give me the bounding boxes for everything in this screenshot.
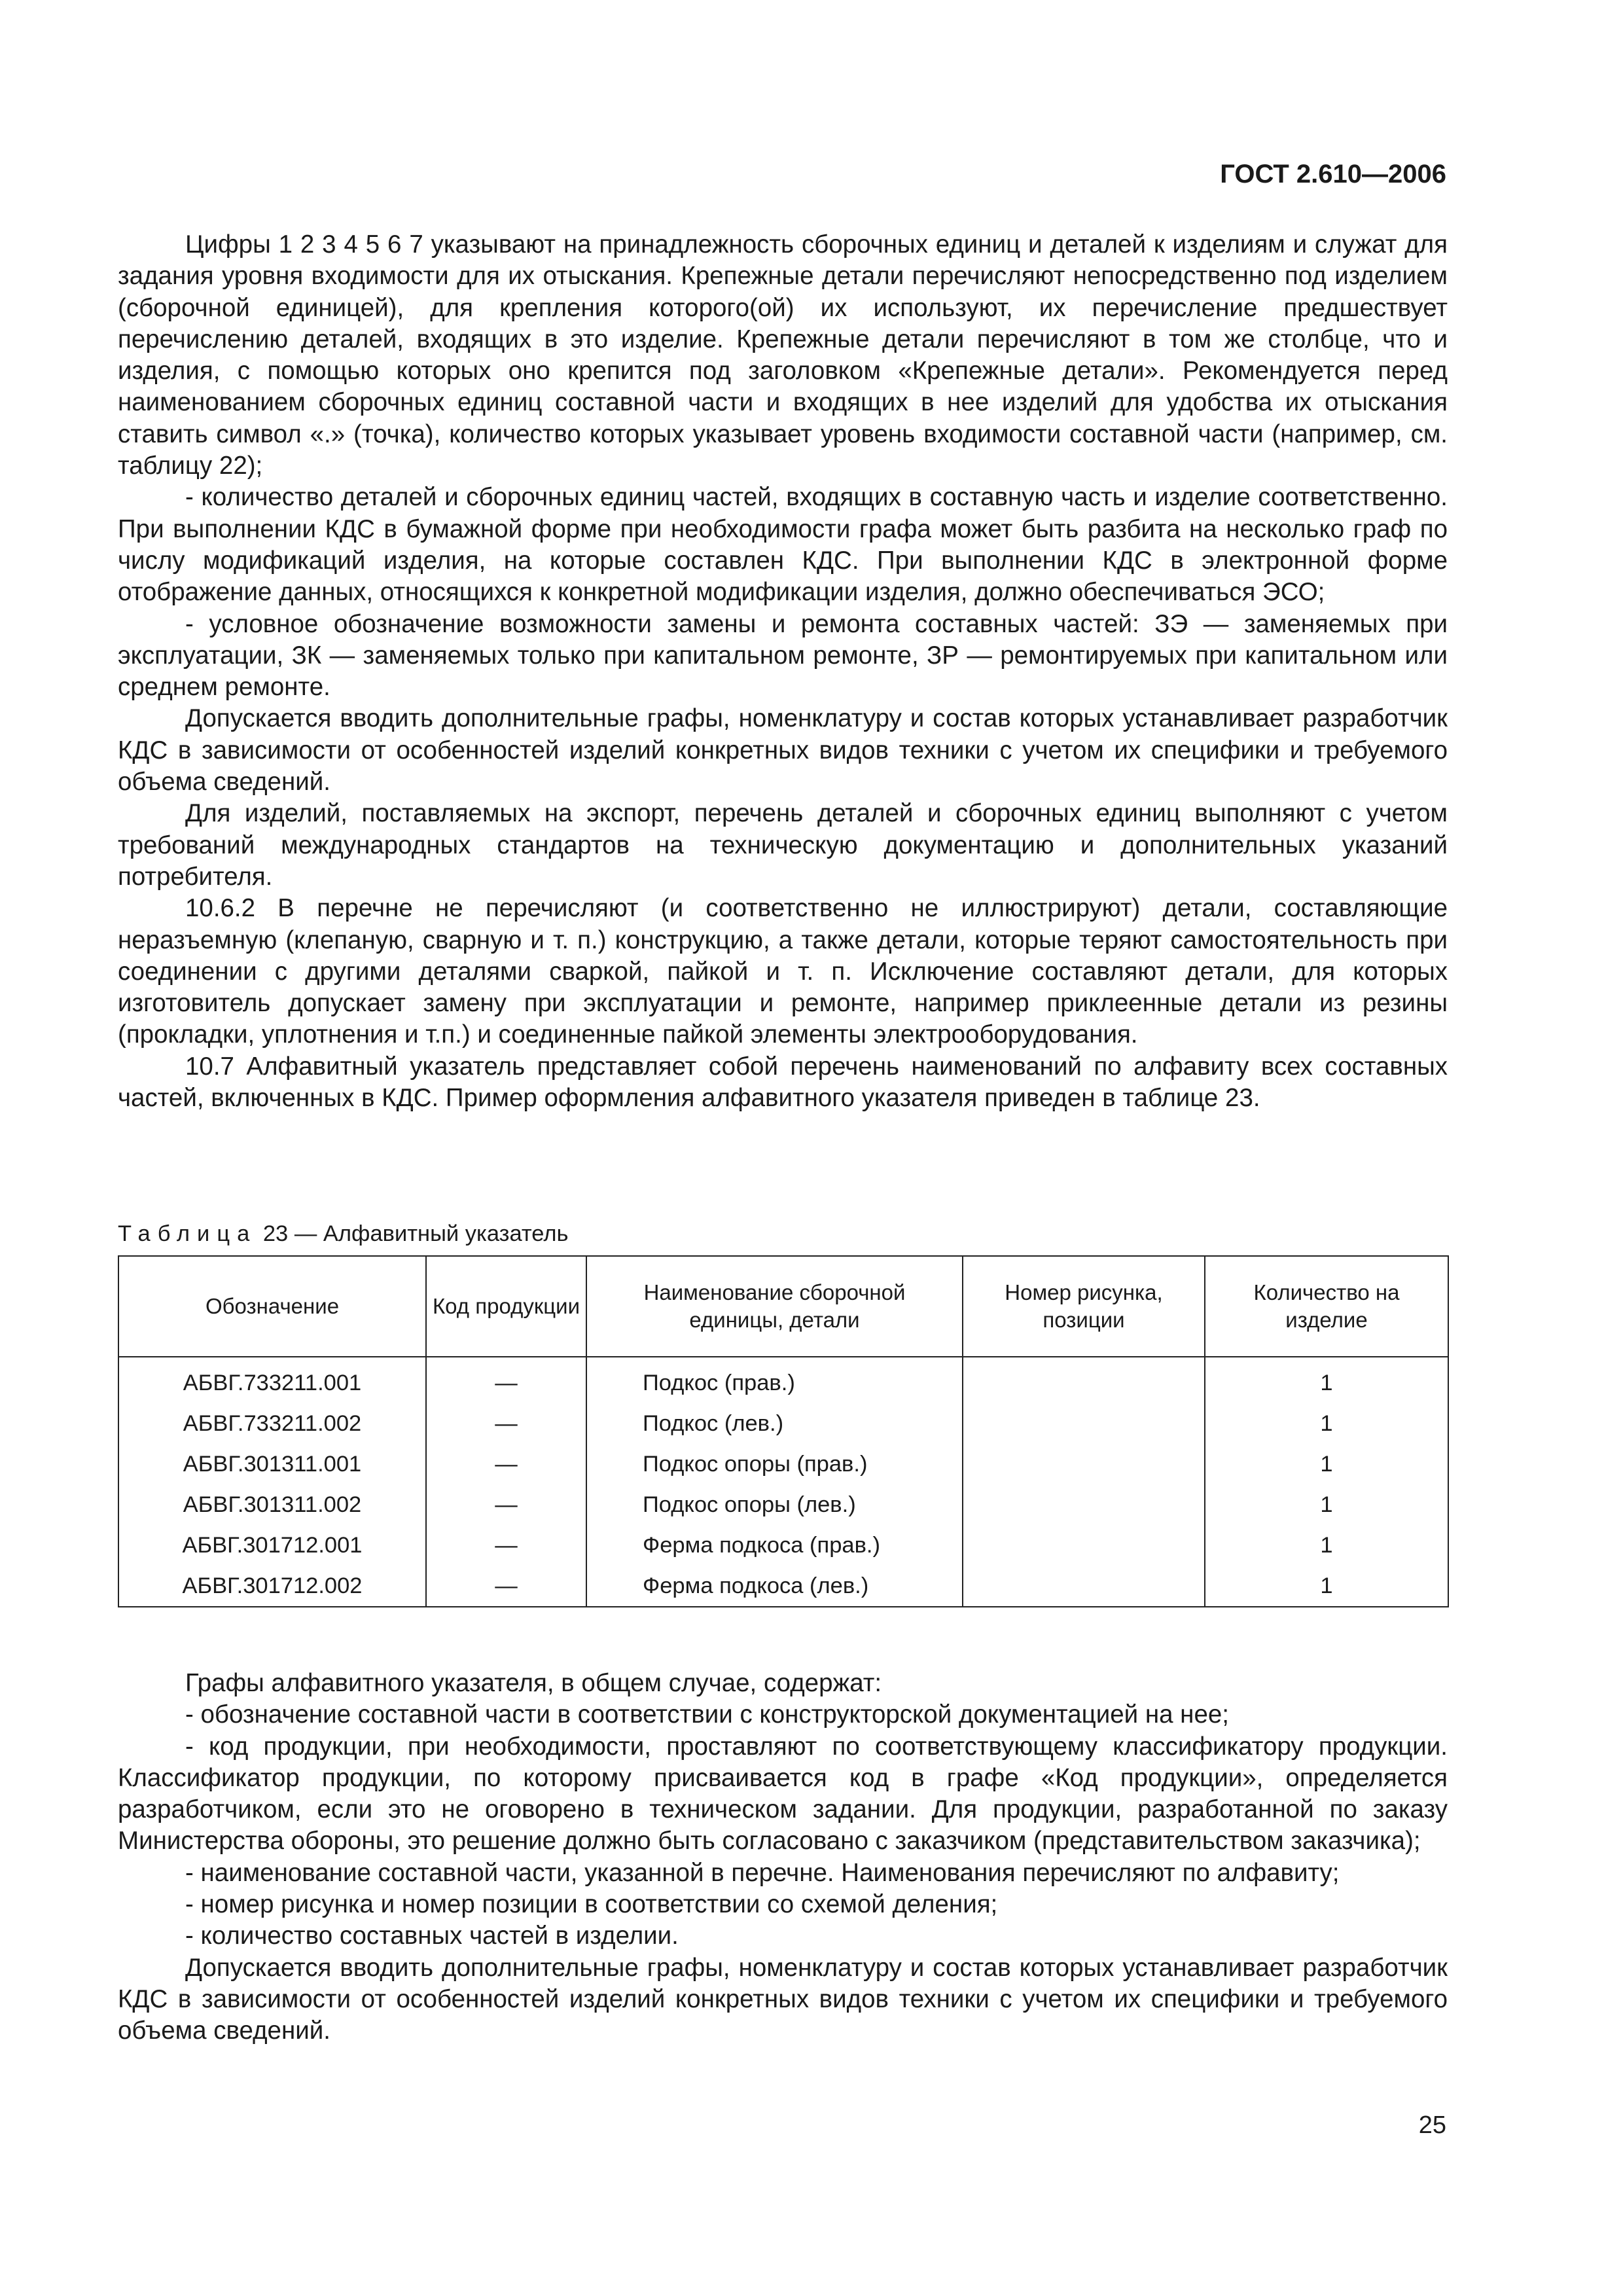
list-item: - наименование составной части, указанной в перечне. Наименования перечисляют по алфавиту; <box>185 1858 1340 1887</box>
column-header: Наименование сборочной единицы, детали <box>586 1256 963 1357</box>
column-header: Код продукции <box>426 1256 586 1357</box>
table-caption-title: 23 — Алфавитный указатель <box>257 1221 569 1246</box>
cell-designation: АБВГ.733211.002 <box>118 1403 426 1444</box>
list-item: - количество составных частей в изделии. <box>185 1922 679 1950</box>
table-row <box>118 1357 1448 1403</box>
paragraph: Допускается вводить дополнительные графы, номенклатуру и состав которых устанавливает разработчик КДС в зависимости от особенностей изделий конкретных видов техники с учетом их специфики и требуемого объема сведений. <box>118 1953 1448 2045</box>
cell-figure-position <box>963 1357 1205 1403</box>
cell-name: Ферма подкоса (лев.) <box>586 1566 963 1607</box>
cell-quantity: 1 <box>1205 1403 1448 1444</box>
cell-figure-position <box>963 1444 1205 1484</box>
cell-designation: АБВГ.301311.001 <box>118 1444 426 1484</box>
cell-quantity: 1 <box>1205 1566 1448 1607</box>
alphabetical-index-table <box>118 1255 1449 1607</box>
cell-designation: АБВГ.733211.001 <box>118 1357 426 1403</box>
cell-product-code: — <box>426 1484 586 1525</box>
body-text-section-1 <box>118 229 1448 1114</box>
column-header: Обозначение <box>118 1256 426 1357</box>
table-row <box>118 1566 1448 1607</box>
cell-figure-position <box>963 1525 1205 1566</box>
list-item: - код продукции, при необходимости, проставляют по соответствующему классификатору продукции. Классификатор продукции, по которому присваивается код в графе «Код продукции», определяется разработчиком, если это не оговорено в техническом задании. Для продукции, разработанной по заказу Министерства обороны, это решение должно быть согласовано с заказчиком (представительством заказчика); <box>118 1732 1448 1856</box>
cell-designation: АБВГ.301712.001 <box>118 1525 426 1566</box>
paragraph: Графы алфавитного указателя, в общем случае, содержат: <box>185 1669 882 1697</box>
table-caption <box>118 1221 568 1247</box>
table-row <box>118 1403 1448 1444</box>
cell-quantity: 1 <box>1205 1525 1448 1566</box>
cell-quantity: 1 <box>1205 1484 1448 1525</box>
cell-figure-position <box>963 1566 1205 1607</box>
paragraph: Цифры 1 2 3 4 5 6 7 указывают на принадлежность сборочных единиц и деталей к изделиям и служат для задания уровня входимости для их отыскания. Крепежные детали перечисляют непосредственно под изделием (сборочной единицей), для крепления которого(ой) их используют, их перечисление предшествует перечислению деталей, входящих в это изделие. Крепежные детали перечисляют в том же столбце, что и изделия, с помощью которых оно крепится под заголовком «Крепежные детали». Рекомендуется перед наименованием сборочных единиц составной части и входящих в нее изделий для удобства их отыскания ставить символ «.» (точка), количество которых указывает уровень входимости составной части (например, см. таблицу 22); <box>118 230 1448 480</box>
paragraph: Для изделий, поставляемых на экспорт, перечень деталей и сборочных единиц выполняют с учетом требований международных стандартов на техническую документацию и дополнительных указаний потребителя. <box>118 799 1448 891</box>
cell-figure-position <box>963 1403 1205 1444</box>
list-item: - номер рисунка и номер позиции в соответствии со схемой деления; <box>185 1890 998 1919</box>
table-caption-label: Таблица <box>118 1221 257 1246</box>
paragraph: 10.7 Алфавитный указатель представляет собой перечень наименований по алфавиту всех составных частей, включенных в КДС. Пример оформления алфавитного указателя приведен в таблице 23. <box>118 1052 1448 1113</box>
cell-name: Подкос опоры (прав.) <box>586 1444 963 1484</box>
list-item: - условное обозначение возможности замены и ремонта составных частей: ЗЭ — заменяемых при эксплуатации, ЗК — заменяемых только при капитальном ремонте, ЗР — ремонтируемых при капитальном или среднем ремонте. <box>118 609 1448 702</box>
cell-quantity: 1 <box>1205 1444 1448 1484</box>
cell-designation: АБВГ.301311.002 <box>118 1484 426 1525</box>
table-row <box>118 1525 1448 1566</box>
column-header: Количество на изделие <box>1205 1256 1448 1357</box>
cell-name: Подкос (лев.) <box>586 1403 963 1444</box>
cell-product-code: — <box>426 1403 586 1444</box>
cell-name: Подкос опоры (лев.) <box>586 1484 963 1525</box>
table-row <box>118 1484 1448 1525</box>
body-text-section-2 <box>118 1668 1448 2047</box>
paragraph: 10.6.2 В перечне не перечисляют (и соответственно не иллюстрируют) детали, составляющие неразъемную (клепаную, сварную и т. п.) конструкцию, а также детали, которые теряют самостоятельность при соединении с другими деталями сваркой, пайкой и т. п. Исключение составляют детали, для которых изготовитель допускает замену при эксплуатации и ремонте, например приклеенные детали из резины (прокладки, уплотнения и т.п.) и соединенные пайкой элементы электрооборудования. <box>118 894 1448 1049</box>
table-row <box>118 1444 1448 1484</box>
cell-product-code: — <box>426 1566 586 1607</box>
document-header: ГОСТ 2.610—2006 <box>1220 160 1446 188</box>
list-item: - обозначение составной части в соответствии с конструкторской документацией на нее; <box>185 1700 1229 1729</box>
cell-name: Подкос (прав.) <box>586 1357 963 1403</box>
page-number: 25 <box>1418 2111 1446 2139</box>
cell-product-code: — <box>426 1525 586 1566</box>
cell-name: Ферма подкоса (прав.) <box>586 1525 963 1566</box>
cell-product-code: — <box>426 1357 586 1403</box>
table-header-row <box>118 1256 1448 1357</box>
cell-designation: АБВГ.301712.002 <box>118 1566 426 1607</box>
paragraph: Допускается вводить дополнительные графы, номенклатуру и состав которых устанавливает разработчик КДС в зависимости от особенностей изделий конкретных видов техники с учетом их специфики и требуемого объема сведений. <box>118 704 1448 797</box>
list-item: - количество деталей и сборочных единиц частей, входящих в составную часть и изделие соответственно. При выполнении КДС в бумажной форме при необходимости графа может быть разбита на несколько граф по числу модификаций изделия, на которые составлен КДС. При выполнении КДС в электронной форме отображение данных, относящихся к конкретной модификации изделия, должно обеспечиваться ЭСО; <box>118 483 1448 607</box>
cell-product-code: — <box>426 1444 586 1484</box>
cell-figure-position <box>963 1484 1205 1525</box>
cell-quantity: 1 <box>1205 1357 1448 1403</box>
column-header: Номер рисунка, позиции <box>963 1256 1205 1357</box>
